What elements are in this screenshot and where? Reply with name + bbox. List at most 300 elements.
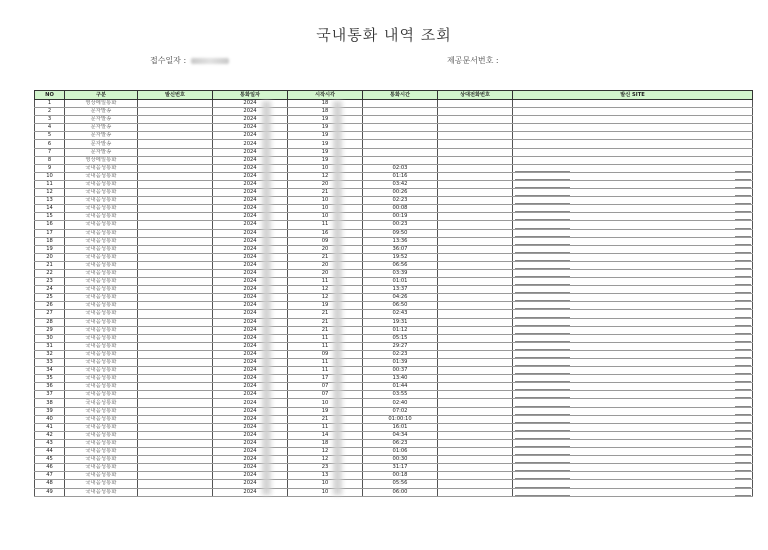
row-date: 2024	[213, 164, 288, 172]
row-duration: 19:52	[363, 253, 438, 261]
row-site	[513, 140, 753, 148]
redacted-site-line	[515, 308, 570, 309]
row-no: 13	[35, 197, 65, 205]
table-row	[35, 359, 753, 367]
row-other-number	[438, 448, 513, 456]
row-start-time: 10	[288, 197, 363, 205]
row-no: 27	[35, 310, 65, 318]
redacted-site-line	[735, 179, 751, 180]
row-site	[513, 156, 753, 164]
row-caller	[138, 367, 213, 375]
row-other-number	[438, 415, 513, 423]
redacted-site-line	[515, 244, 570, 245]
table-row	[35, 407, 753, 415]
row-caller	[138, 108, 213, 116]
row-start-time: 20	[288, 269, 363, 277]
row-no: 43	[35, 439, 65, 447]
row-duration	[363, 148, 438, 156]
row-date: 2024	[213, 423, 288, 431]
row-caller	[138, 302, 213, 310]
row-type: 국내음성통화	[65, 205, 138, 213]
row-type: 국내음성통화	[65, 310, 138, 318]
row-caller	[138, 342, 213, 350]
row-type: 문자발송	[65, 132, 138, 140]
document-number	[447, 55, 499, 66]
row-type: 국내음성통화	[65, 189, 138, 197]
row-date: 2024	[213, 197, 288, 205]
row-date: 2024	[213, 456, 288, 464]
row-date: 2024	[213, 156, 288, 164]
row-other-number	[438, 221, 513, 229]
table-row	[35, 237, 753, 245]
row-caller	[138, 140, 213, 148]
row-no: 17	[35, 229, 65, 237]
row-type: 국내음성통화	[65, 375, 138, 383]
row-no: 10	[35, 172, 65, 180]
row-start-time: 21	[288, 189, 363, 197]
row-other-number	[438, 359, 513, 367]
redacted-site-line	[735, 462, 751, 463]
row-caller	[138, 464, 213, 472]
row-start-time: 21	[288, 310, 363, 318]
row-date: 2024	[213, 472, 288, 480]
row-start-time: 19	[288, 116, 363, 124]
redacted-site-line	[515, 438, 570, 439]
table-row	[35, 156, 753, 164]
row-duration: 13:36	[363, 237, 438, 245]
row-date: 2024	[213, 480, 288, 488]
redacted-site-line	[515, 195, 570, 196]
row-no: 29	[35, 326, 65, 334]
row-caller	[138, 383, 213, 391]
redacted-site-line	[515, 446, 570, 447]
row-duration: 06:00	[363, 488, 438, 496]
row-other-number	[438, 350, 513, 358]
row-caller	[138, 480, 213, 488]
row-no: 26	[35, 302, 65, 310]
redacted-site-line	[735, 211, 751, 212]
row-no: 3	[35, 116, 65, 124]
row-other-number	[438, 156, 513, 164]
row-type: 국내음성통화	[65, 359, 138, 367]
row-duration	[363, 156, 438, 164]
row-other-number	[438, 431, 513, 439]
row-caller	[138, 431, 213, 439]
row-type: 국내음성통화	[65, 269, 138, 277]
redacted-site-line	[735, 446, 751, 447]
redacted-site-line	[735, 438, 751, 439]
redacted-site-line	[515, 252, 570, 253]
redacted-site-line	[515, 276, 570, 277]
table-row	[35, 172, 753, 180]
row-no: 16	[35, 221, 65, 229]
row-duration: 36:07	[363, 245, 438, 253]
row-duration: 05:15	[363, 334, 438, 342]
row-type: 국내음성통화	[65, 318, 138, 326]
redacted-site-line	[735, 195, 751, 196]
row-caller	[138, 350, 213, 358]
row-duration: 04:34	[363, 431, 438, 439]
redacted-site-line	[735, 357, 751, 358]
row-type: 국내음성통화	[65, 326, 138, 334]
row-no: 36	[35, 383, 65, 391]
row-no: 22	[35, 269, 65, 277]
row-date: 2024	[213, 294, 288, 302]
row-no: 8	[35, 156, 65, 164]
table-row	[35, 310, 753, 318]
redacted-site-line	[515, 414, 570, 415]
row-date: 2024	[213, 318, 288, 326]
row-no: 48	[35, 480, 65, 488]
redacted-site-line	[735, 292, 751, 293]
table-row	[35, 164, 753, 172]
row-date: 2024	[213, 359, 288, 367]
row-no: 4	[35, 124, 65, 132]
row-caller	[138, 124, 213, 132]
redacted-site-line	[515, 357, 570, 358]
row-date: 2024	[213, 439, 288, 447]
row-start-time: 18	[288, 108, 363, 116]
redacted-site-line	[515, 478, 570, 479]
row-caller	[138, 164, 213, 172]
redacted-site-line	[515, 300, 570, 301]
table-row	[35, 108, 753, 116]
table-row	[35, 480, 753, 488]
row-no: 12	[35, 189, 65, 197]
row-other-number	[438, 148, 513, 156]
document-number-label: 제공문서번호 :	[447, 56, 499, 65]
row-caller	[138, 407, 213, 415]
row-no: 20	[35, 253, 65, 261]
row-start-time: 10	[288, 164, 363, 172]
row-other-number	[438, 261, 513, 269]
row-start-time: 13	[288, 472, 363, 480]
redacted-site-line	[515, 365, 570, 366]
row-date: 2024	[213, 172, 288, 180]
row-type: 국내음성통화	[65, 245, 138, 253]
table-row	[35, 253, 753, 261]
table-row	[35, 213, 753, 221]
row-type: 국내음성통화	[65, 294, 138, 302]
table-row	[35, 269, 753, 277]
row-date: 2024	[213, 261, 288, 269]
row-duration: 01:00:10	[363, 415, 438, 423]
redacted-site-line	[735, 381, 751, 382]
row-caller	[138, 294, 213, 302]
row-start-time: 21	[288, 415, 363, 423]
row-other-number	[438, 132, 513, 140]
redacted-site-line	[515, 219, 570, 220]
row-start-time: 18	[288, 439, 363, 447]
row-caller	[138, 156, 213, 164]
row-duration: 01:12	[363, 326, 438, 334]
col-header-site: 발신 SITE	[513, 91, 753, 100]
row-caller	[138, 245, 213, 253]
row-caller	[138, 221, 213, 229]
row-no: 38	[35, 399, 65, 407]
redacted-site-line	[515, 260, 570, 261]
row-other-number	[438, 172, 513, 180]
redacted-site-line	[735, 422, 751, 423]
row-site	[513, 124, 753, 132]
call-log-table	[34, 90, 753, 497]
table-body	[35, 100, 753, 497]
row-duration: 00:37	[363, 367, 438, 375]
redacted-site-line	[735, 219, 751, 220]
row-type: 국내음성통화	[65, 367, 138, 375]
row-no: 21	[35, 261, 65, 269]
row-duration: 01:39	[363, 359, 438, 367]
row-type: 국내음성통화	[65, 399, 138, 407]
redacted-site-line	[515, 284, 570, 285]
row-date: 2024	[213, 431, 288, 439]
table-row	[35, 180, 753, 188]
row-other-number	[438, 213, 513, 221]
redacted-site-line	[735, 397, 751, 398]
row-caller	[138, 310, 213, 318]
row-caller	[138, 278, 213, 286]
row-start-time: 20	[288, 245, 363, 253]
redacted-start-time-strip	[333, 101, 342, 496]
row-other-number	[438, 383, 513, 391]
redacted-site-line	[515, 373, 570, 374]
row-caller	[138, 286, 213, 294]
redacted-site-line	[735, 478, 751, 479]
row-type: 국내음성통화	[65, 391, 138, 399]
redacted-site-line	[735, 373, 751, 374]
row-other-number	[438, 108, 513, 116]
redacted-site-line	[515, 228, 570, 229]
row-type: 문자발송	[65, 124, 138, 132]
table-row	[35, 116, 753, 124]
row-duration	[363, 140, 438, 148]
row-no: 28	[35, 318, 65, 326]
redacted-site-line	[735, 284, 751, 285]
row-other-number	[438, 237, 513, 245]
row-other-number	[438, 439, 513, 447]
table-row	[35, 124, 753, 132]
row-type: 국내음성통화	[65, 334, 138, 342]
row-duration: 00:18	[363, 472, 438, 480]
row-start-time: 09	[288, 350, 363, 358]
row-caller	[138, 472, 213, 480]
row-caller	[138, 213, 213, 221]
row-other-number	[438, 480, 513, 488]
col-header-type: 구분	[65, 91, 138, 100]
row-type: 문자발송	[65, 140, 138, 148]
row-date: 2024	[213, 350, 288, 358]
row-no: 32	[35, 350, 65, 358]
row-other-number	[438, 253, 513, 261]
row-duration: 13:40	[363, 375, 438, 383]
row-no: 35	[35, 375, 65, 383]
row-no: 25	[35, 294, 65, 302]
redacted-site-line	[515, 203, 570, 204]
row-caller	[138, 326, 213, 334]
row-other-number	[438, 302, 513, 310]
redacted-site-line	[515, 397, 570, 398]
table-row	[35, 229, 753, 237]
row-caller	[138, 439, 213, 447]
row-caller	[138, 399, 213, 407]
row-date: 2024	[213, 229, 288, 237]
row-start-time: 10	[288, 480, 363, 488]
redacted-site-line	[735, 171, 751, 172]
row-start-time: 16	[288, 229, 363, 237]
table-row	[35, 326, 753, 334]
row-start-time: 11	[288, 423, 363, 431]
table-row	[35, 439, 753, 447]
row-date: 2024	[213, 237, 288, 245]
row-no: 45	[35, 456, 65, 464]
row-type: 국내음성통화	[65, 286, 138, 294]
row-type: 국내음성통화	[65, 488, 138, 496]
row-duration	[363, 132, 438, 140]
row-site	[513, 132, 753, 140]
row-duration	[363, 108, 438, 116]
row-no: 1	[35, 100, 65, 108]
table-row	[35, 448, 753, 456]
row-other-number	[438, 407, 513, 415]
row-start-time: 12	[288, 286, 363, 294]
redacted-site-line	[735, 244, 751, 245]
row-duration: 31:17	[363, 464, 438, 472]
row-caller	[138, 359, 213, 367]
table-header-row	[35, 91, 753, 100]
table-row	[35, 456, 753, 464]
row-type: 국내음성통화	[65, 261, 138, 269]
row-type: 국내음성통화	[65, 172, 138, 180]
row-type: 영상메일통화	[65, 156, 138, 164]
row-other-number	[438, 100, 513, 108]
row-type: 국내음성통화	[65, 278, 138, 286]
row-duration: 06:50	[363, 302, 438, 310]
row-caller	[138, 229, 213, 237]
redacted-site-line	[515, 406, 570, 407]
redacted-date-strip	[262, 101, 271, 496]
table-row	[35, 245, 753, 253]
redacted-site-line	[515, 268, 570, 269]
row-caller	[138, 391, 213, 399]
row-no: 2	[35, 108, 65, 116]
row-date: 2024	[213, 253, 288, 261]
redacted-site-line	[735, 276, 751, 277]
row-type: 국내음성통화	[65, 448, 138, 456]
row-duration: 05:56	[363, 480, 438, 488]
row-start-time: 19	[288, 148, 363, 156]
row-caller	[138, 448, 213, 456]
table-row	[35, 100, 753, 108]
row-site	[513, 148, 753, 156]
row-no: 42	[35, 431, 65, 439]
row-no: 18	[35, 237, 65, 245]
row-caller	[138, 148, 213, 156]
row-caller	[138, 180, 213, 188]
row-caller	[138, 172, 213, 180]
row-start-time: 09	[288, 237, 363, 245]
row-no: 44	[35, 448, 65, 456]
row-date: 2024	[213, 269, 288, 277]
table-row	[35, 132, 753, 140]
row-no: 9	[35, 164, 65, 172]
table-row	[35, 367, 753, 375]
table-row	[35, 350, 753, 358]
redacted-site-line	[735, 252, 751, 253]
row-type: 국내음성통화	[65, 407, 138, 415]
redacted-site-line	[515, 333, 570, 334]
row-duration: 06:56	[363, 261, 438, 269]
row-type: 국내음성통화	[65, 439, 138, 447]
redacted-site-line	[735, 317, 751, 318]
row-type: 국내음성통화	[65, 350, 138, 358]
redacted-site-line	[735, 430, 751, 431]
row-date: 2024	[213, 100, 288, 108]
row-date: 2024	[213, 375, 288, 383]
row-date: 2024	[213, 189, 288, 197]
row-start-time: 19	[288, 124, 363, 132]
redacted-site-line	[515, 349, 570, 350]
row-start-time: 11	[288, 342, 363, 350]
col-header-caller: 발신번호	[138, 91, 213, 100]
row-start-time: 18	[288, 100, 363, 108]
redacted-site-line	[735, 495, 751, 496]
row-no: 34	[35, 367, 65, 375]
table-row	[35, 399, 753, 407]
row-no: 49	[35, 488, 65, 496]
table-row	[35, 334, 753, 342]
row-start-time: 21	[288, 253, 363, 261]
row-duration: 01:01	[363, 278, 438, 286]
col-header-duration: 통화시간	[363, 91, 438, 100]
row-type: 문자발송	[65, 108, 138, 116]
row-duration: 02:03	[363, 164, 438, 172]
row-type: 국내음성통화	[65, 164, 138, 172]
row-start-time: 11	[288, 278, 363, 286]
row-other-number	[438, 180, 513, 188]
redacted-site-line	[515, 487, 570, 488]
redacted-site-line	[735, 228, 751, 229]
row-duration: 03:42	[363, 180, 438, 188]
row-other-number	[438, 205, 513, 213]
row-start-time: 19	[288, 302, 363, 310]
row-other-number	[438, 189, 513, 197]
redacted-site-line	[735, 333, 751, 334]
row-other-number	[438, 391, 513, 399]
col-header-start-time: 시작시각	[288, 91, 363, 100]
row-start-time: 11	[288, 359, 363, 367]
row-start-time: 10	[288, 205, 363, 213]
row-no: 39	[35, 407, 65, 415]
redacted-site-line	[515, 341, 570, 342]
row-type: 국내음성통화	[65, 302, 138, 310]
row-caller	[138, 197, 213, 205]
redacted-site-line	[735, 365, 751, 366]
redacted-site-line	[515, 317, 570, 318]
redacted-site-line	[515, 462, 570, 463]
table-row	[35, 391, 753, 399]
row-type: 문자발송	[65, 116, 138, 124]
table-row	[35, 197, 753, 205]
redacted-site-line	[515, 470, 570, 471]
row-other-number	[438, 294, 513, 302]
row-date: 2024	[213, 448, 288, 456]
redacted-site-line	[735, 406, 751, 407]
row-type: 문자발송	[65, 148, 138, 156]
row-duration: 16:01	[363, 423, 438, 431]
row-date: 2024	[213, 124, 288, 132]
row-date: 2024	[213, 205, 288, 213]
row-other-number	[438, 124, 513, 132]
